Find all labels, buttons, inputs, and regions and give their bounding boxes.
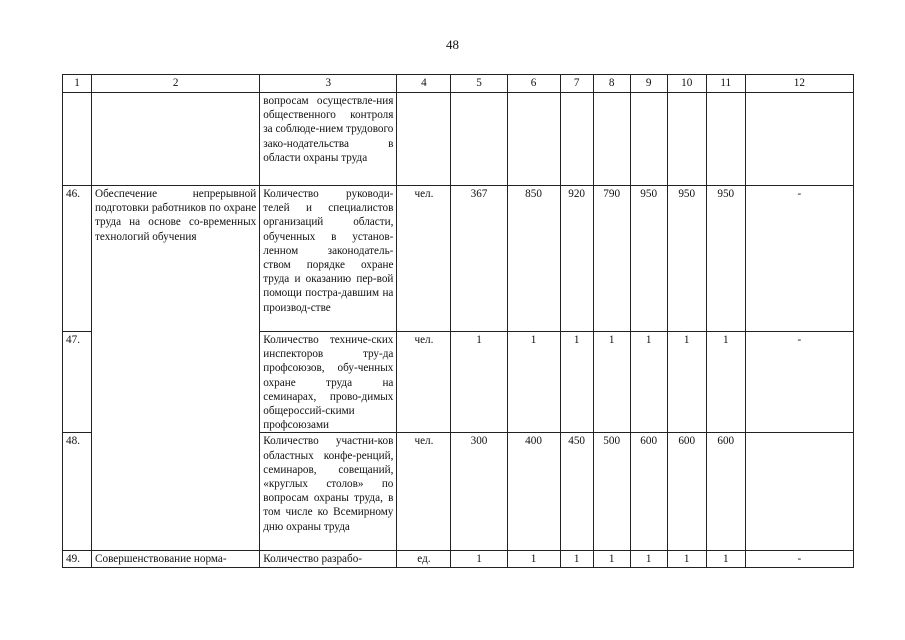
- row-number-cell: 49.: [63, 551, 92, 567]
- unit-cell: чел.: [397, 433, 451, 551]
- value-cell: [630, 93, 667, 186]
- row-number-cell: 46.: [63, 186, 92, 332]
- col-header: 12: [745, 75, 853, 93]
- col-header: 2: [92, 75, 260, 93]
- value-cell: 1: [630, 551, 667, 567]
- row-number-cell: 48.: [63, 433, 92, 551]
- measure-cell: [92, 93, 260, 186]
- table-row-49: [63, 551, 854, 567]
- value-cell: 300: [451, 433, 507, 551]
- measure-cell: Совершенствование норма-: [92, 551, 260, 567]
- note-cell: -: [745, 186, 853, 332]
- value-cell: 790: [593, 186, 630, 332]
- indicator-cell: Количество руководи-телей и специалистов организаций области, обученных в установ-ленном законодатель-ством порядке охране труда и оказанию пер-вой помощи постра-давшим на производ-стве: [260, 186, 397, 332]
- col-header: 11: [706, 75, 745, 93]
- col-header: 4: [397, 75, 451, 93]
- unit-cell: [397, 93, 451, 186]
- value-cell: [451, 93, 507, 186]
- value-cell: [560, 93, 593, 186]
- indicator-cell: вопросам осуществле-ния общественного контроля за соблюде-нием трудового зако-нодательства в области охраны труда: [260, 93, 397, 186]
- indicator-cell: Количество техниче-ских инспекторов тру-да профсоюзов, обу-ченных охране труда на семинарах, прово-димых общероссий-скими профсоюзами: [260, 332, 397, 433]
- value-cell: 950: [667, 186, 706, 332]
- header-row: [63, 75, 854, 93]
- value-cell: 500: [593, 433, 630, 551]
- value-cell: 1: [507, 332, 560, 433]
- value-cell: 1: [451, 551, 507, 567]
- col-header: 6: [507, 75, 560, 93]
- value-cell: 1: [507, 551, 560, 567]
- value-cell: 1: [593, 551, 630, 567]
- value-cell: 600: [630, 433, 667, 551]
- value-cell: 600: [706, 433, 745, 551]
- program-table: [62, 74, 854, 568]
- value-cell: 600: [667, 433, 706, 551]
- col-header: 3: [260, 75, 397, 93]
- value-cell: 367: [451, 186, 507, 332]
- col-header: 1: [63, 75, 92, 93]
- indicator-cell: Количество участни-ков областных конфе-ренций, семинаров, совещаний, «круглых столов» по вопросам охраны труда, в том числе ко Всемирному дню охраны труда: [260, 433, 397, 551]
- row-number-cell: 47.: [63, 332, 92, 433]
- value-cell: [507, 93, 560, 186]
- value-cell: 1: [706, 332, 745, 433]
- col-header: 5: [451, 75, 507, 93]
- value-cell: 400: [507, 433, 560, 551]
- value-cell: 920: [560, 186, 593, 332]
- measure-cell: Обеспечение непрерывной подготовки работников по охране труда на основе со-временных технологий обучения: [92, 186, 260, 551]
- col-header: 7: [560, 75, 593, 93]
- value-cell: 450: [560, 433, 593, 551]
- value-cell: 1: [560, 332, 593, 433]
- value-cell: [706, 93, 745, 186]
- table-row-continuation: [63, 93, 854, 186]
- value-cell: 950: [630, 186, 667, 332]
- col-header: 10: [667, 75, 706, 93]
- unit-cell: чел.: [397, 332, 451, 433]
- indicator-cell: Количество разрабо-: [260, 551, 397, 567]
- value-cell: 1: [630, 332, 667, 433]
- value-cell: 1: [560, 551, 593, 567]
- row-number-cell: [63, 93, 92, 186]
- value-cell: 950: [706, 186, 745, 332]
- value-cell: [667, 93, 706, 186]
- col-header: 9: [630, 75, 667, 93]
- page-number: 48: [446, 37, 459, 52]
- value-cell: 1: [667, 332, 706, 433]
- value-cell: [593, 93, 630, 186]
- value-cell: 1: [667, 551, 706, 567]
- note-cell: [745, 433, 853, 551]
- unit-cell: чел.: [397, 186, 451, 332]
- value-cell: 1: [706, 551, 745, 567]
- note-cell: -: [745, 332, 853, 433]
- unit-cell: ед.: [397, 551, 451, 567]
- value-cell: 1: [593, 332, 630, 433]
- col-header: 8: [593, 75, 630, 93]
- note-cell: -: [745, 551, 853, 567]
- value-cell: 850: [507, 186, 560, 332]
- note-cell: [745, 93, 853, 186]
- value-cell: 1: [451, 332, 507, 433]
- table-row-46: [63, 186, 854, 332]
